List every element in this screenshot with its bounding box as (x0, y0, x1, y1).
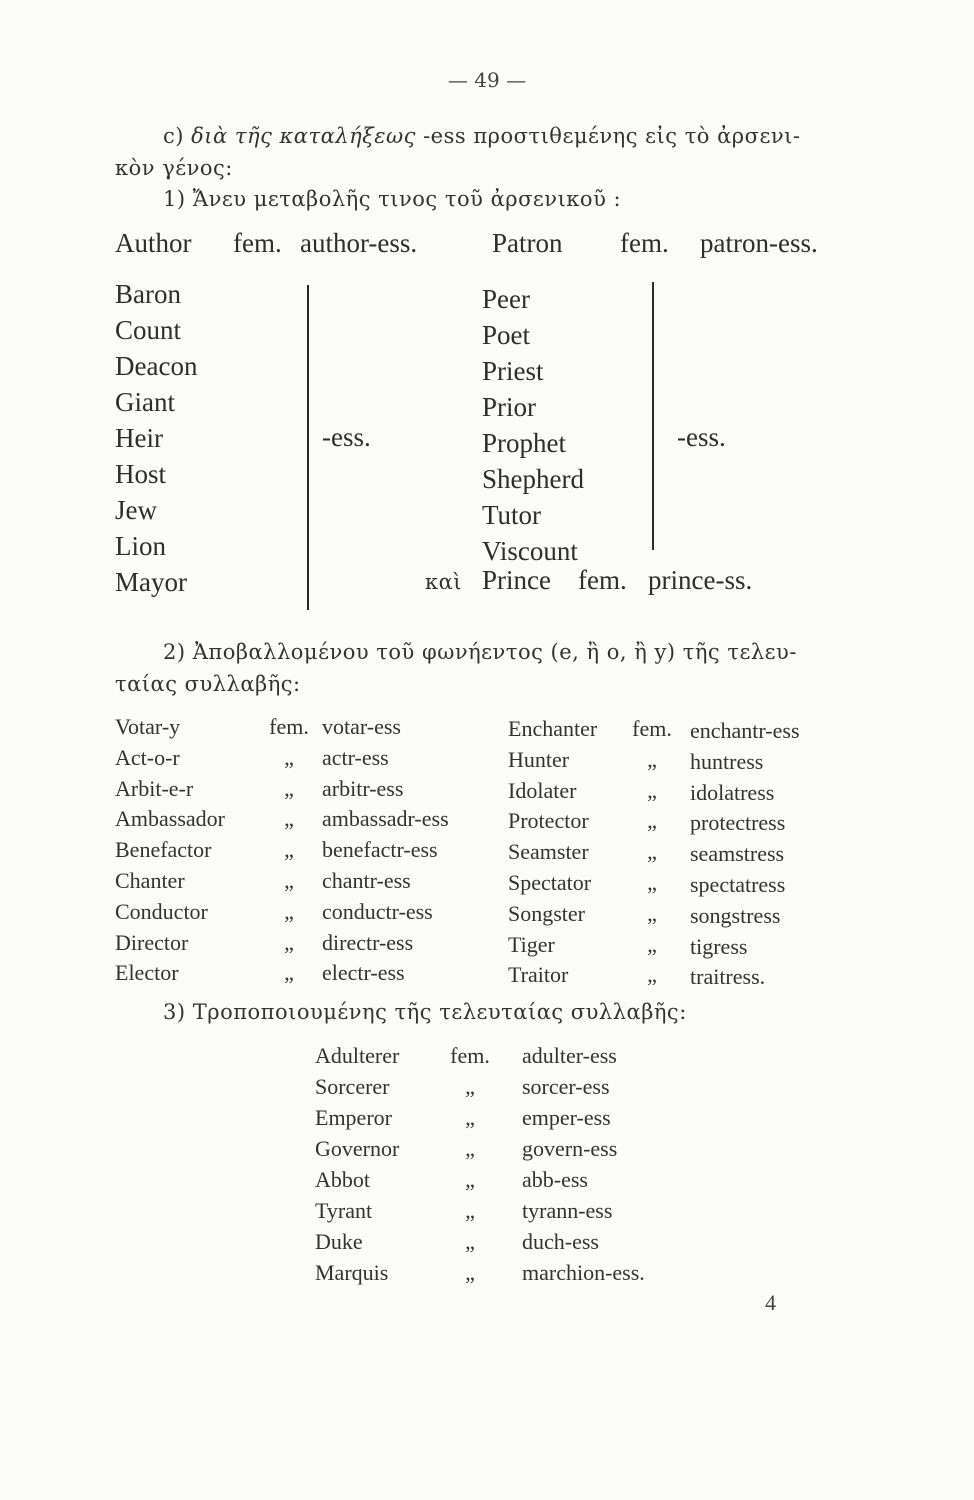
list-item: Abbot (315, 1167, 370, 1192)
list-item: Governor (315, 1136, 400, 1161)
list-item: Priest (482, 356, 544, 386)
list-item: sorcer-ess (522, 1074, 610, 1099)
list-item: govern-ess (522, 1136, 618, 1161)
sub2-left-fem-col (264, 712, 314, 989)
ditto-mark: „ (647, 931, 657, 957)
sub1-right-suffix: -ess. (677, 422, 726, 452)
fem-label: fem. (269, 714, 309, 739)
list-item: Poet (482, 320, 531, 350)
list-item: actr-ess (322, 744, 389, 770)
list-item: Heir (115, 423, 163, 453)
ditto-mark: „ (284, 806, 294, 832)
list-item: duch-ess (522, 1229, 599, 1254)
list-item: idolatress (690, 779, 775, 805)
list-item: Host (115, 459, 167, 489)
sub1-right-word-list (482, 281, 584, 569)
sub1-left-word-list (115, 276, 197, 600)
sub1-example-left-fem: fem. (233, 228, 282, 258)
ditto-mark: „ (465, 1167, 475, 1192)
list-item: Jew (115, 495, 157, 525)
list-item: Tiger (508, 931, 555, 957)
list-item: tigress (690, 933, 748, 959)
ditto-mark: „ (465, 1074, 475, 1099)
section-c-rest: -ess προστιθεμένης εἰς τὸ ἀρσενι- (423, 124, 801, 148)
list-item: Prophet (482, 428, 566, 458)
sub1-last-form: prince-ss. (648, 565, 753, 595)
list-item: Baron (115, 279, 181, 309)
list-item: Benefactor (115, 837, 212, 863)
list-item: Viscount (482, 536, 578, 566)
list-item: Enchanter (508, 716, 598, 741)
list-item: Prior (482, 392, 536, 422)
sub1-example-right-word: Patron (492, 228, 563, 258)
sub2-right-words (508, 714, 597, 991)
ditto-mark: „ (284, 898, 294, 924)
ditto-mark: „ (647, 777, 657, 803)
ditto-mark: „ (284, 744, 294, 770)
list-item: Giant (115, 387, 175, 417)
list-item: Mayor (115, 567, 187, 597)
list-item: Sorcerer (315, 1074, 390, 1099)
bracket-line-left (307, 285, 309, 610)
ditto-mark: „ (284, 960, 294, 986)
section-c-italic: διὰ τῆς καταλήξεως (191, 124, 416, 148)
list-item: Traitor (508, 962, 569, 988)
list-item: Peer (482, 284, 530, 314)
list-item: abb-ess (522, 1167, 588, 1192)
bracket-line-right (652, 282, 654, 550)
sub3-heading: 3) Τροποποιουμένης τῆς τελευταίας συλλαβῆς: (163, 1000, 687, 1024)
ditto-mark: „ (284, 929, 294, 955)
list-item: Protector (508, 808, 589, 834)
fem-label: fem. (450, 1043, 490, 1068)
sub1-example-left-form: author-ess. (300, 228, 418, 258)
section-c-label: c) (163, 124, 184, 148)
list-item: emper-ess (522, 1105, 611, 1130)
list-item: Idolater (508, 777, 577, 803)
sub1-heading: 1) Ἄνευ μεταβολῆς τινος τοῦ ἀρσενικοῦ : (163, 187, 622, 211)
list-item: traitress. (690, 964, 766, 990)
list-item: enchantr-ess (690, 718, 800, 743)
sub3-words (315, 1040, 399, 1288)
sub2-heading-line2: ταίας συλλαβῆς: (115, 672, 301, 696)
sub3-fem-col (442, 1040, 498, 1288)
ditto-mark: „ (647, 962, 657, 988)
ditto-mark: „ (647, 839, 657, 865)
list-item: directr-ess (322, 929, 414, 955)
sub1-example-right-fem: fem. (620, 228, 669, 258)
sub2-heading: 2) Ἀποβαλλομένου τοῦ φωνήεντος (e, ἢ o, ἢ y) τῆς τελευ- (163, 640, 797, 664)
list-item: Ambassador (115, 806, 225, 832)
sub1-last-fem: fem. (578, 565, 627, 595)
list-item: votar-ess (322, 714, 401, 739)
list-item: Tyrant (315, 1198, 373, 1223)
list-item: electr-ess (322, 960, 405, 986)
list-item: Elector (115, 960, 179, 986)
page-number: — 49 — (447, 68, 527, 92)
ditto-mark: „ (284, 867, 294, 893)
sub2-right-forms (690, 716, 800, 993)
list-item: Marquis (315, 1260, 389, 1285)
list-item: marchion-ess. (522, 1260, 645, 1285)
list-item: Hunter (508, 746, 570, 772)
fem-label: fem. (632, 716, 672, 741)
ditto-mark: „ (284, 775, 294, 801)
sub1-last-word: Prince (482, 565, 551, 595)
ditto-mark: „ (647, 869, 657, 895)
ditto-mark: „ (647, 808, 657, 834)
list-item: protectress (690, 810, 786, 836)
sub1-example-left-word: Author (115, 228, 192, 258)
list-item: Seamster (508, 839, 589, 865)
list-item: arbitr-ess (322, 775, 404, 801)
sub1-example-right-form: patron-ess. (700, 228, 818, 258)
list-item: conductr-ess (322, 898, 433, 924)
list-item: Chanter (115, 867, 185, 893)
list-item: Count (115, 315, 182, 345)
list-item: Act-o-r (115, 744, 180, 770)
list-item: Lion (115, 531, 166, 561)
list-item: Arbit-e-r (115, 775, 194, 801)
list-item: Emperor (315, 1105, 392, 1130)
ditto-mark: „ (647, 746, 657, 772)
sub2-left-forms (322, 712, 449, 989)
sub2-right-fem-col (624, 714, 680, 991)
ditto-mark: „ (465, 1260, 475, 1285)
list-item: Deacon (115, 351, 198, 381)
sub3-forms (522, 1040, 645, 1288)
list-item: spectatress (690, 871, 786, 897)
list-item: Director (115, 929, 189, 955)
ditto-mark: „ (465, 1105, 475, 1130)
list-item: Adulterer (315, 1043, 400, 1068)
list-item: Conductor (115, 898, 208, 924)
list-item: Songster (508, 900, 585, 926)
list-item: Shepherd (482, 464, 584, 494)
list-item: huntress (690, 748, 764, 774)
list-item: ambassadr-ess (322, 806, 449, 832)
list-item: seamstress (690, 841, 785, 867)
section-c-line2: κὸν γένος: (115, 156, 233, 180)
ditto-mark: „ (284, 837, 294, 863)
ditto-mark: „ (465, 1229, 475, 1254)
list-item: adulter-ess (522, 1043, 617, 1068)
sub2-left-words (115, 712, 225, 989)
signature-mark: 4 (765, 1290, 776, 1315)
list-item: chantr-ess (322, 867, 411, 893)
sub1-left-suffix: -ess. (322, 422, 371, 452)
ditto-mark: „ (465, 1198, 475, 1223)
ditto-mark: „ (465, 1136, 475, 1161)
list-item: benefactr-ess (322, 837, 438, 863)
sub1-last-kai: καὶ (425, 570, 463, 594)
section-c-heading (163, 124, 800, 148)
list-item: tyrann-ess (522, 1198, 613, 1223)
list-item: Spectator (508, 869, 592, 895)
list-item: Votar-y (115, 714, 181, 739)
ditto-mark: „ (647, 900, 657, 926)
list-item: songstress (690, 902, 781, 928)
list-item: Duke (315, 1229, 363, 1254)
list-item: Tutor (482, 500, 542, 530)
